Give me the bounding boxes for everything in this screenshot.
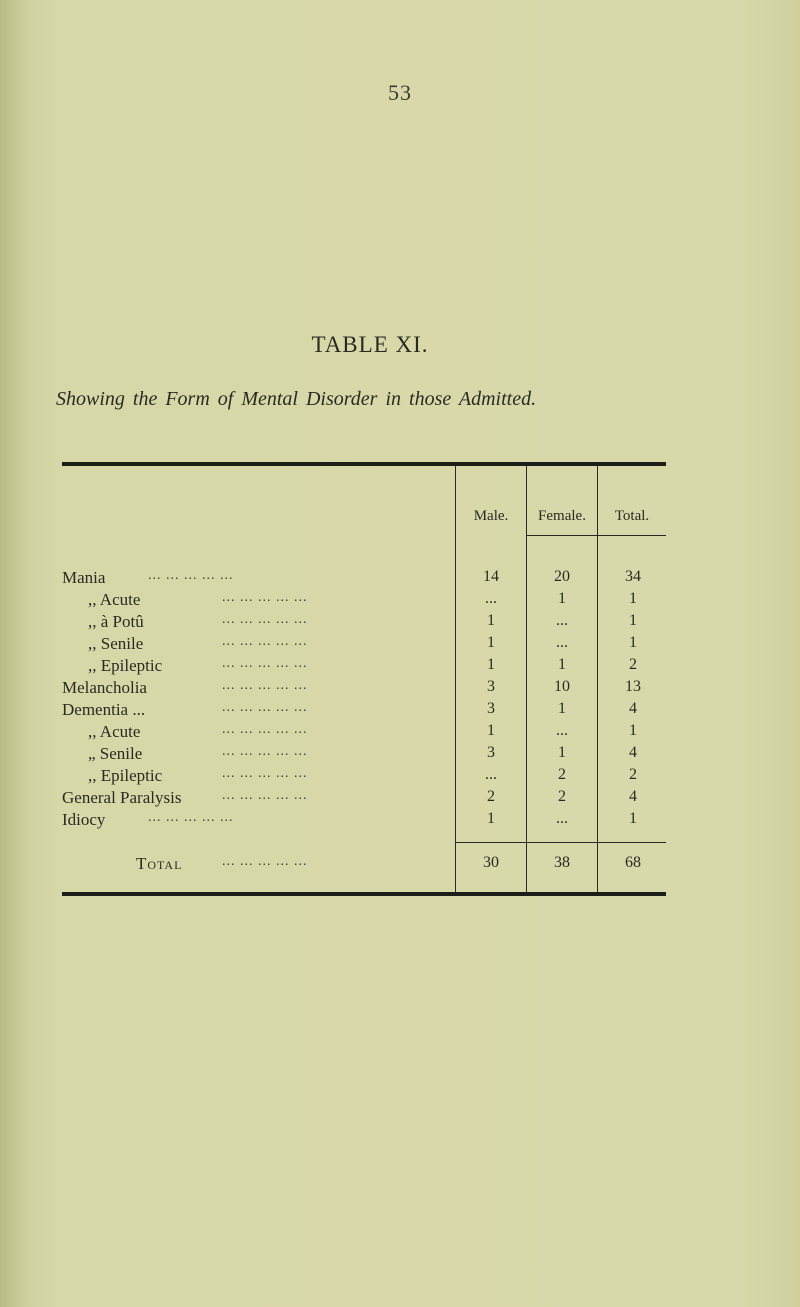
- cell-female: 1: [558, 590, 566, 607]
- leader-dots: ... ... ... ... ...: [222, 722, 308, 737]
- table-subtitle: Showing the Form of Mental Disorder in those Admitted.: [56, 388, 537, 410]
- cell-male: 1: [487, 656, 495, 673]
- cell-female: 20: [554, 568, 570, 585]
- row-label: ,, Acute: [88, 722, 141, 741]
- leader-dots: ... ... ... ... ...: [148, 810, 234, 825]
- cell-female: 1: [558, 656, 566, 673]
- totals-overline: [456, 842, 666, 843]
- table-row: [0, 590, 800, 610]
- leader-dots: ... ... ... ... ...: [222, 788, 308, 803]
- leader-dots: ... ... ... ... ...: [222, 854, 308, 869]
- cell-male: 3: [487, 744, 495, 761]
- bottom-rule: [62, 892, 666, 896]
- cell-total: 4: [629, 700, 637, 717]
- header-underline: [527, 535, 666, 536]
- cell-total: 1: [629, 634, 637, 651]
- table-row: [0, 722, 800, 742]
- leader-dots: ... ... ... ... ...: [222, 744, 308, 759]
- cell-total: 4: [629, 744, 637, 761]
- table-row: [0, 656, 800, 676]
- leader-dots: ... ... ... ... ...: [222, 634, 308, 649]
- cell-male: 1: [487, 810, 495, 827]
- cell-female: ...: [556, 612, 568, 629]
- total-male: 30: [483, 854, 499, 871]
- leader-dots: ... ... ... ... ...: [222, 656, 308, 671]
- row-label: ,, Senile: [88, 634, 144, 653]
- cell-total: 2: [629, 656, 637, 673]
- cell-male: 3: [487, 678, 495, 695]
- leader-dots: ... ... ... ... ...: [148, 568, 234, 583]
- total-female: 38: [554, 854, 570, 871]
- cell-total: 13: [625, 678, 641, 695]
- leader-dots: ... ... ... ... ...: [222, 766, 308, 781]
- cell-male: 1: [487, 722, 495, 739]
- leader-dots: ... ... ... ... ...: [222, 590, 308, 605]
- cell-male: ...: [485, 766, 497, 783]
- cell-male: ...: [485, 590, 497, 607]
- row-label: General Paralysis: [62, 788, 182, 807]
- totals-label: Total: [136, 854, 183, 873]
- cell-male: 1: [487, 612, 495, 629]
- cell-total: 4: [629, 788, 637, 805]
- table-row: [0, 700, 800, 720]
- row-label: Dementia ...: [62, 700, 146, 719]
- leader-dots: ... ... ... ... ...: [222, 612, 308, 627]
- row-label: ,, Acute: [88, 590, 141, 609]
- row-label: ,, à Potû: [88, 612, 144, 631]
- table-row: [0, 612, 800, 632]
- cell-total: 1: [629, 612, 637, 629]
- cell-total: 1: [629, 590, 637, 607]
- table-heading: TABLE XI.: [311, 332, 429, 357]
- row-label: Idiocy: [62, 810, 106, 829]
- row-label: ,, Epileptic: [88, 656, 163, 675]
- row-label: Melancholia: [62, 678, 147, 697]
- table-row: [0, 634, 800, 654]
- leader-dots: ... ... ... ... ...: [222, 678, 308, 693]
- column-header-total: Total.: [614, 508, 650, 524]
- row-label: ,, Epileptic: [88, 766, 163, 785]
- totals-row: [0, 854, 800, 874]
- table-row: [0, 788, 800, 808]
- cell-male: 2: [487, 788, 495, 805]
- cell-total: 1: [629, 810, 637, 827]
- cell-male: 1: [487, 634, 495, 651]
- cell-female: 1: [558, 744, 566, 761]
- row-label: „ Senile: [88, 744, 143, 763]
- cell-female: 10: [554, 678, 570, 695]
- table-row: [0, 766, 800, 786]
- row-label: Mania: [62, 568, 106, 587]
- column-header-female: Female.: [538, 508, 586, 524]
- table-row: [0, 678, 800, 698]
- column-header-male: Male.: [473, 508, 509, 524]
- cell-female: 2: [558, 766, 566, 783]
- total-total: 68: [625, 854, 641, 871]
- cell-total: 1: [629, 722, 637, 739]
- cell-male: 3: [487, 700, 495, 717]
- cell-female: 2: [558, 788, 566, 805]
- cell-total: 2: [629, 766, 637, 783]
- table-row: [0, 744, 800, 764]
- page-number: 53: [388, 80, 412, 105]
- cell-total: 34: [625, 568, 641, 585]
- top-rule: [62, 462, 666, 466]
- leader-dots: ... ... ... ... ...: [222, 700, 308, 715]
- cell-male: 14: [483, 568, 499, 585]
- cell-female: ...: [556, 634, 568, 651]
- table-row: [0, 568, 800, 588]
- cell-female: 1: [558, 700, 566, 717]
- table-row: [0, 810, 800, 830]
- cell-female: ...: [556, 810, 568, 827]
- cell-female: ...: [556, 722, 568, 739]
